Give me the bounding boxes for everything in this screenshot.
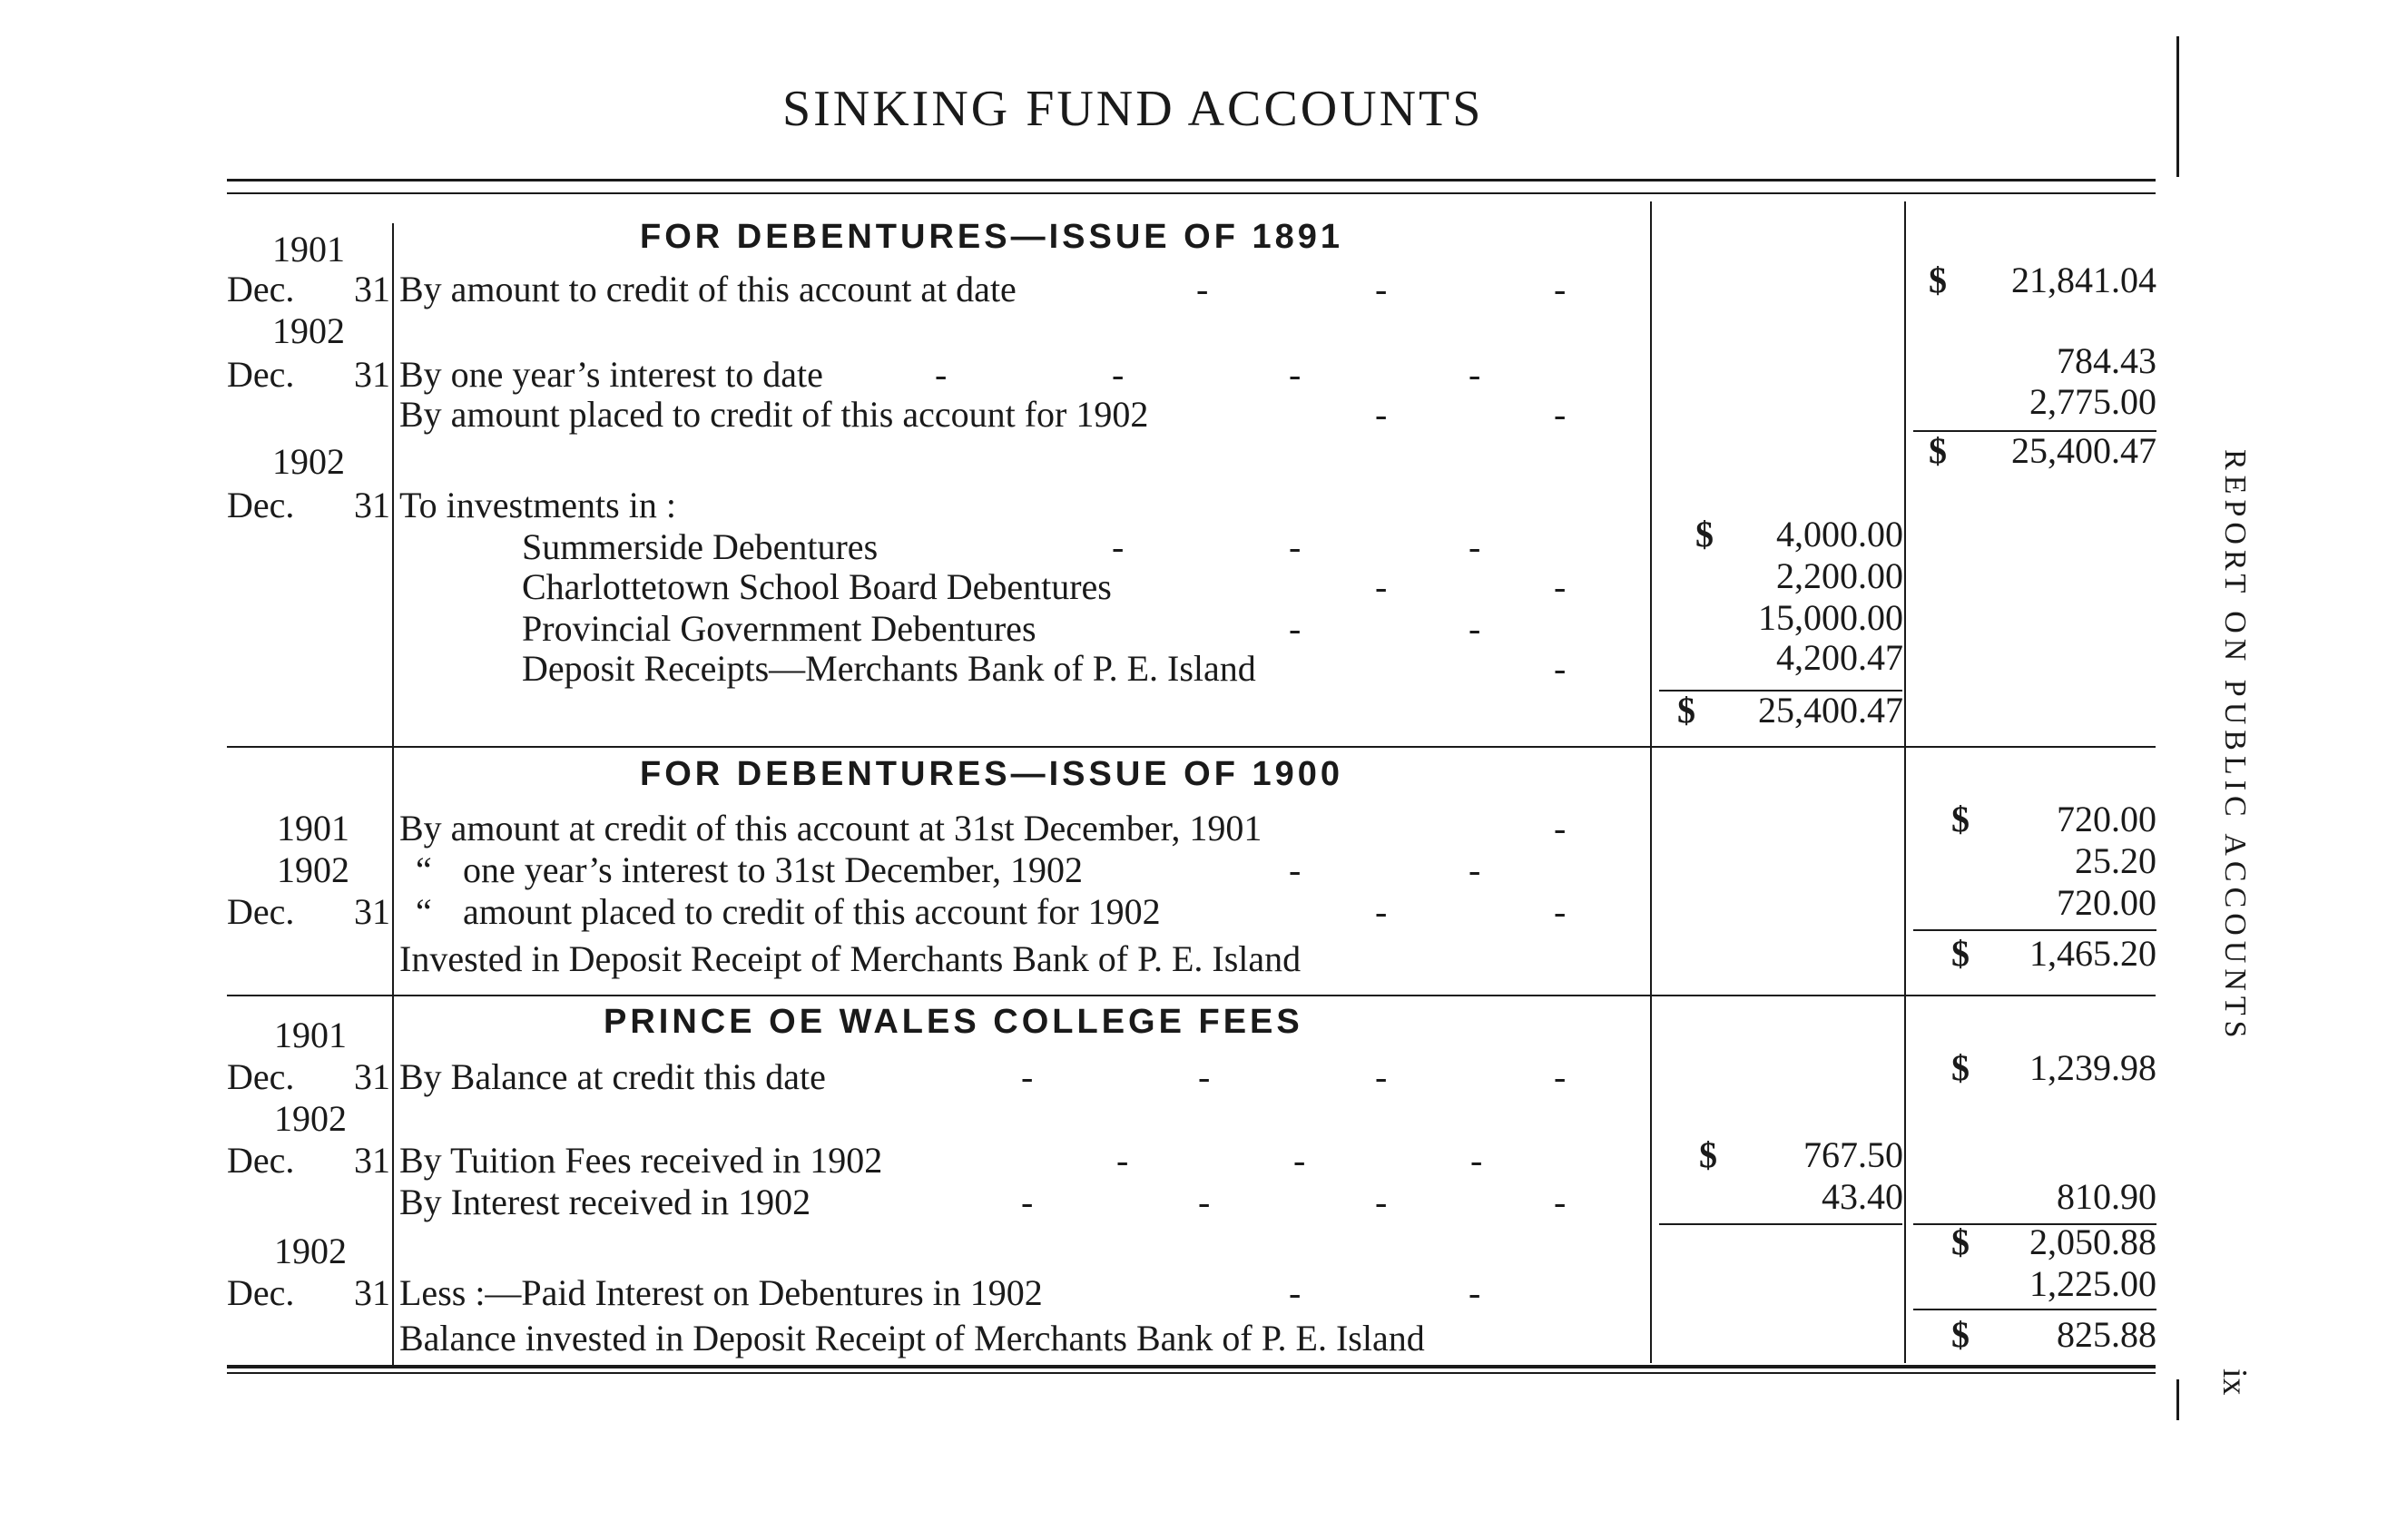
leader-dash: - xyxy=(1375,269,1388,309)
currency-symbol: $ xyxy=(1951,1047,1970,1088)
margin-rule-top xyxy=(2176,36,2179,177)
amount: 810.90 xyxy=(2057,1176,2156,1217)
leader-dash: - xyxy=(1198,1056,1211,1097)
page-title: SINKING FUND ACCOUNTS xyxy=(782,81,1484,137)
margin-rule-bottom xyxy=(2176,1379,2179,1420)
leader-dash: - xyxy=(1375,1056,1388,1097)
leader-dash: - xyxy=(1293,1140,1306,1181)
table-top-rule-2 xyxy=(227,192,2156,194)
entry-text: By Tuition Fees received in 1902 xyxy=(399,1140,883,1181)
currency-symbol: $ xyxy=(1951,1314,1970,1355)
amount: 1,225.00 xyxy=(2029,1263,2156,1304)
section-heading: FOR DEBENTURES—ISSUE OF 1900 xyxy=(640,755,1344,793)
date-year: 1901 xyxy=(272,229,345,270)
date-day: 31 xyxy=(354,1056,390,1097)
leader-dash: - xyxy=(1554,1182,1567,1222)
entry-text: To investments in : xyxy=(399,485,676,525)
leader-dash: - xyxy=(1554,566,1567,607)
date-year: 1901 xyxy=(277,808,349,848)
table-top-rule xyxy=(227,179,2156,181)
amount: 4,000.00 xyxy=(1776,514,1903,554)
entry-text: By amount at credit of this account at 31st December, 1901 xyxy=(399,808,1262,848)
leader-dash: - xyxy=(1554,1056,1567,1097)
date-month: Dec. xyxy=(227,1056,295,1097)
entry-text: Provincial Government Debentures xyxy=(522,608,1036,649)
entry-text: Deposit Receipts—Merchants Bank of P. E. Island xyxy=(522,648,1256,689)
leader-dash: - xyxy=(1021,1056,1034,1097)
entry-text: Invested in Deposit Receipt of Merchants Bank of P. E. Island xyxy=(399,938,1302,979)
currency-symbol: $ xyxy=(1929,260,1947,300)
currency-symbol: $ xyxy=(1699,1134,1717,1175)
leader-dash: - xyxy=(1470,1140,1483,1181)
section-rule-2 xyxy=(227,995,2156,996)
date-year: 1902 xyxy=(274,1098,347,1139)
leader-dash: - xyxy=(1289,1272,1302,1313)
date-day: 31 xyxy=(354,485,390,525)
date-year: 1901 xyxy=(274,1015,347,1055)
amount: 21,841.04 xyxy=(2011,260,2156,300)
leader-dash: - xyxy=(1469,849,1481,890)
leader-dash: - xyxy=(1112,354,1125,395)
amount: 1,239.98 xyxy=(2029,1047,2156,1088)
leader-dash: - xyxy=(1289,608,1302,649)
date-year: 1902 xyxy=(277,849,349,890)
amount: 720.00 xyxy=(2057,882,2156,923)
leader-dash: - xyxy=(1469,526,1481,567)
date-year: 1902 xyxy=(272,441,345,482)
currency-symbol: $ xyxy=(1695,514,1714,554)
ditto-mark: “ xyxy=(416,849,432,890)
currency-symbol: $ xyxy=(1951,933,1970,974)
entry-text: By amount to credit of this account at date xyxy=(399,269,1017,309)
column-rule-outer xyxy=(1904,201,1906,1363)
leader-dash: - xyxy=(1112,526,1125,567)
currency-symbol: $ xyxy=(1951,799,1970,839)
amount: 720.00 xyxy=(2057,799,2156,839)
table-bottom-rule xyxy=(227,1365,2156,1368)
table-bottom-rule-2 xyxy=(227,1372,2156,1374)
leader-dash: - xyxy=(1554,648,1567,689)
leader-dash: - xyxy=(1289,849,1302,890)
leader-dash: - xyxy=(1469,1272,1481,1313)
leader-dash: - xyxy=(1021,1182,1034,1222)
amount: 2,200.00 xyxy=(1776,555,1903,596)
date-day: 31 xyxy=(354,1140,390,1181)
entry-text: Less :—Paid Interest on Debentures in 1902 xyxy=(399,1272,1043,1313)
date-month: Dec. xyxy=(227,354,295,395)
entry-text: amount placed to credit of this account for 1902 xyxy=(463,891,1161,932)
leader-dash: - xyxy=(1289,354,1302,395)
date-month: Dec. xyxy=(227,485,295,525)
date-month: Dec. xyxy=(227,1140,295,1181)
date-month: Dec. xyxy=(227,1272,295,1313)
leader-dash: - xyxy=(1554,891,1567,932)
date-month: Dec. xyxy=(227,891,295,932)
currency-symbol: $ xyxy=(1929,430,1947,471)
entry-text: Charlottetown School Board Debentures xyxy=(522,566,1112,607)
leader-dash: - xyxy=(1196,269,1209,309)
amount-total: 1,465.20 xyxy=(2029,933,2156,974)
entry-text: By Balance at credit this date xyxy=(399,1056,826,1097)
date-day: 31 xyxy=(354,354,390,395)
currency-symbol: $ xyxy=(1677,690,1695,731)
amount: 2,775.00 xyxy=(2029,381,2156,422)
amount-total: 25,400.47 xyxy=(2011,430,2156,471)
entry-text: By one year’s interest to date xyxy=(399,354,823,395)
entry-text: Balance invested in Deposit Receipt of Merchants Bank of P. E. Island xyxy=(399,1318,1425,1359)
amount-total: 825.88 xyxy=(2057,1314,2156,1355)
date-day: 31 xyxy=(354,891,390,932)
section-rule-1 xyxy=(227,746,2156,748)
entry-text: By Interest received in 1902 xyxy=(399,1182,811,1222)
side-heading: REPORT ON PUBLIC ACCOUNTS xyxy=(2218,449,2252,1044)
amount: 43.40 xyxy=(1822,1176,1903,1217)
ditto-mark: “ xyxy=(416,891,432,932)
amount-total: 2,050.88 xyxy=(2029,1221,2156,1262)
amount-total: 25,400.47 xyxy=(1758,690,1903,731)
subtotal-rule xyxy=(1659,1223,1902,1225)
page-number: ix xyxy=(2215,1368,2254,1396)
entry-text: By amount placed to credit of this account for 1902 xyxy=(399,394,1149,435)
date-year: 1902 xyxy=(274,1231,347,1271)
entry-text: one year’s interest to 31st December, 1902 xyxy=(463,849,1084,890)
leader-dash: - xyxy=(1554,394,1567,435)
amount: 767.50 xyxy=(1803,1134,1903,1175)
leader-dash: - xyxy=(1375,891,1388,932)
date-month: Dec. xyxy=(227,269,295,309)
leader-dash: - xyxy=(1289,526,1302,567)
leader-dash: - xyxy=(1469,354,1481,395)
entry-text: Summerside Debentures xyxy=(522,526,879,567)
column-rule-inner xyxy=(1650,201,1652,1363)
amount: 4,200.47 xyxy=(1776,637,1903,678)
leader-dash: - xyxy=(1375,394,1388,435)
currency-symbol: $ xyxy=(1951,1221,1970,1262)
leader-dash: - xyxy=(1375,566,1388,607)
date-day: 31 xyxy=(354,1272,390,1313)
column-rule-dates xyxy=(392,223,394,1367)
amount: 25.20 xyxy=(2075,840,2156,881)
leader-dash: - xyxy=(935,354,948,395)
leader-dash: - xyxy=(1469,608,1481,649)
section-heading: FOR DEBENTURES—ISSUE OF 1891 xyxy=(640,218,1344,256)
leader-dash: - xyxy=(1554,808,1567,848)
leader-dash: - xyxy=(1375,1182,1388,1222)
amount: 784.43 xyxy=(2057,340,2156,381)
leader-dash: - xyxy=(1198,1182,1211,1222)
section-heading: PRINCE OE WALES COLLEGE FEES xyxy=(604,1003,1303,1041)
date-year: 1902 xyxy=(272,310,345,351)
date-day: 31 xyxy=(354,269,390,309)
leader-dash: - xyxy=(1116,1140,1129,1181)
amount: 15,000.00 xyxy=(1758,597,1903,638)
subtotal-rule xyxy=(1913,1309,2156,1310)
subtotal-rule xyxy=(1913,929,2156,931)
leader-dash: - xyxy=(1554,269,1567,309)
